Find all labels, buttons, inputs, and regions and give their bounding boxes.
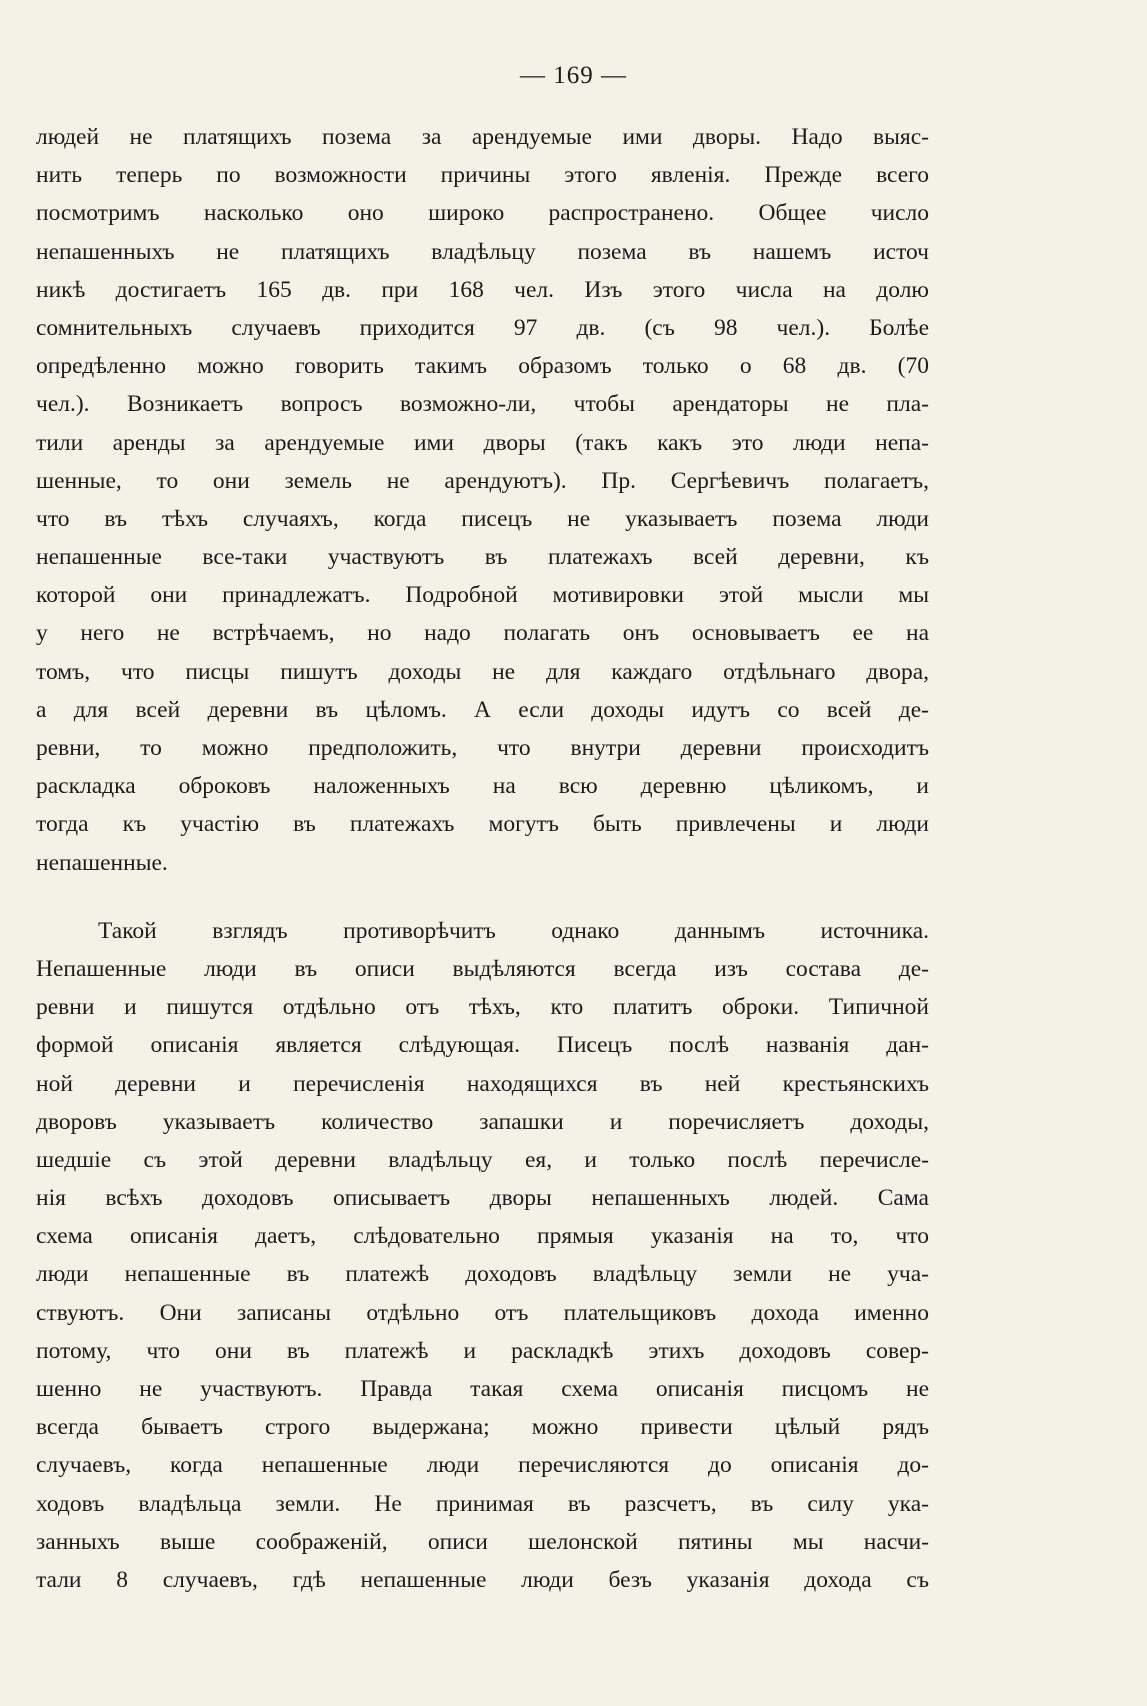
text-line: томъ, что писцы пишутъ доходы не для каждаго отдѣльнаго двора, [36,658,929,685]
paragraph-1 [36,118,929,882]
text-line: нія всѣхъ доходовъ описываетъ дворы непашенныхъ людей. Сама [36,1185,929,1212]
text-line: тогда къ участію въ платежахъ могутъ быть привлечены и люди [36,811,929,838]
text-line: всегда бываетъ строго выдержана; можно привести цѣлый рядъ [36,1414,929,1441]
text-line: занныхъ выше соображеній, описи шелонской пятины мы насчи- [36,1528,929,1555]
text-line: опредѣленно можно говорить такимъ образомъ только о 68 дв. (70 [36,353,929,380]
text-line: тили аренды за арендуемые ими дворы (такъ какъ это люди непа- [36,429,929,456]
text-line: а для всей деревни въ цѣломъ. А если доходы идутъ со всей де- [36,696,929,723]
text-line: случаевъ, когда непашенные люди перечисляются до описанія до- [36,1452,929,1479]
text-line: ревни, то можно предположить, что внутри деревни происходитъ [36,735,929,761]
text-line: дворовъ указываетъ количество запашки и поречисляетъ доходы, [36,1108,929,1135]
text-line: нить теперь по возможности причины этого явленія. Прежде всего [36,162,929,189]
text-line: чел.). Возникаетъ вопросъ возможно-ли, чтобы арендаторы не пла- [36,391,929,418]
text-line: шедшіе съ этой деревни владѣльцу ея, и только послѣ перечисле- [36,1146,929,1173]
text-line: ходовъ владѣльца земли. Не принимая въ разсчетъ, въ силу ука- [36,1490,929,1517]
text-line: схема описанія даетъ, слѣдовательно прямыя указанія на то, что [36,1223,929,1250]
text-line: Непашенные люди въ описи выдѣляются всегда изъ состава де- [36,955,929,982]
page-number: — 169 — [520,62,627,89]
body-text [36,118,929,1599]
text-line: тали 8 случаевъ, гдѣ непашенные люди безъ указанія дохода съ [36,1566,929,1593]
text-line-indented: Такой взглядъ противорѣчитъ однако даннымъ источника. [98,917,929,944]
text-line: что въ тѣхъ случаяхъ, когда писецъ не указываетъ позема люди [36,505,929,532]
text-line: которой они принадлежатъ. Подробной мотивировки этой мысли мы [36,582,929,609]
paragraph-gap [36,882,929,912]
text-line: формой описанія является слѣдующая. Писецъ послѣ названія дан- [36,1032,929,1059]
paragraph-2 [36,912,929,1599]
text-line: непашенные все-таки участвуютъ въ платежахъ всей деревни, къ [36,544,929,571]
text-line: сомнительныхъ случаевъ приходится 97 дв. (съ 98 чел.). Болѣе [36,314,929,341]
text-line: шенно не участвуютъ. Правда такая схема описанія писцомъ не [36,1376,929,1402]
text-line: люди непашенные въ платежѣ доходовъ владѣльцу земли не уча- [36,1261,929,1288]
text-line: ревни и пишутся отдѣльно отъ тѣхъ, кто платитъ оброки. Типичной [36,994,929,1021]
text-line: потому, что они въ платежѣ и раскладкѣ этихъ доходовъ совер- [36,1337,929,1364]
text-line: ствуютъ. Они записаны отдѣльно отъ плательщиковъ дохода именно [36,1299,929,1326]
text-line-last: непашенные. [36,849,168,876]
text-line: непашенныхъ не платящихъ владѣльцу позема въ нашемъ источ [36,238,929,265]
text-line: посмотримъ насколько оно широко распространено. Общее число [36,200,929,227]
text-line: ной деревни и перечисленія находящихся въ ней крестьянскихъ [36,1070,929,1097]
text-line: раскладка оброковъ наложенныхъ на всю деревню цѣликомъ, и [36,773,929,800]
text-line: людей не платящихъ позема за арендуемые ими дворы. Надо выяс- [36,124,929,150]
text-line: у него не встрѣчаемъ, но надо полагать онъ основываетъ ее на [36,620,929,647]
text-line: никѣ достигаетъ 165 дв. при 168 чел. Изъ этого числа на долю [36,276,929,303]
text-line: шенные, то они земель не арендуютъ). Пр. Сергѣевичъ полагаетъ, [36,467,929,494]
